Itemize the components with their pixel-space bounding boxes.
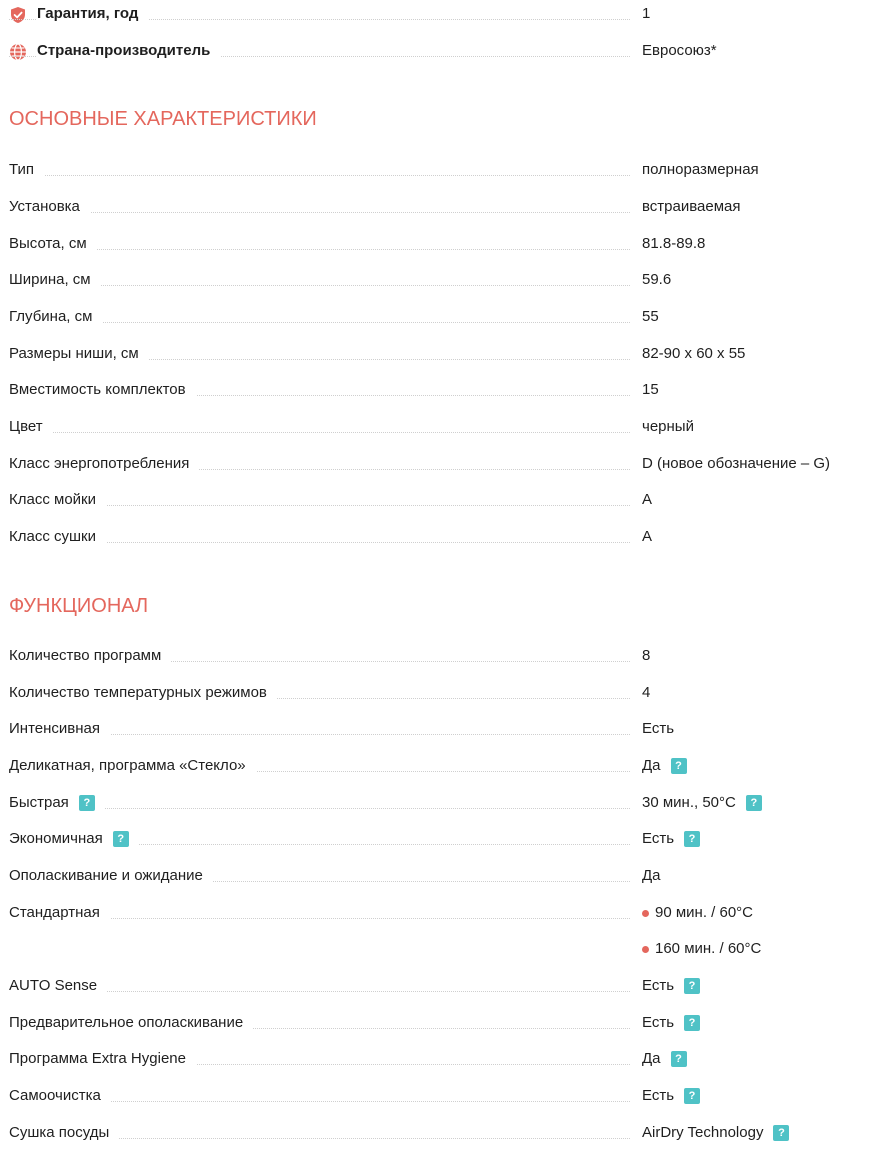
help-button[interactable]: ? bbox=[746, 795, 762, 811]
spec-label: Класс сушки bbox=[9, 526, 106, 548]
spec-label: Деликатная, программа «Стекло» bbox=[9, 755, 256, 777]
spec-label: Стандартная bbox=[9, 902, 110, 924]
spec-row-warranty bbox=[0, 3, 871, 27]
spec-value: A bbox=[642, 528, 653, 545]
leader-dots bbox=[9, 249, 630, 250]
help-button[interactable]: ? bbox=[684, 978, 700, 994]
spec-label-text: Быстрая bbox=[9, 794, 69, 811]
spec-row bbox=[0, 718, 871, 742]
spec-row bbox=[0, 453, 871, 477]
spec-value: 4 bbox=[642, 684, 651, 701]
bullet-dot bbox=[642, 910, 649, 917]
help-button[interactable]: ? bbox=[684, 1088, 700, 1104]
spec-label: Ополаскивание и ожидание bbox=[9, 865, 213, 887]
spec-value bbox=[642, 938, 761, 960]
spec-label: Страна-производитель bbox=[37, 40, 220, 62]
spec-row bbox=[0, 489, 871, 513]
spec-label: Размеры ниши, см bbox=[9, 343, 149, 365]
spec-value-text: 160 мин. / 60°C bbox=[655, 940, 762, 957]
help-button[interactable]: ? bbox=[773, 1125, 789, 1141]
spec-value bbox=[642, 1012, 700, 1034]
spec-value-text: 30 мин., 50°C bbox=[642, 794, 736, 811]
spec-label: AUTO Sense bbox=[9, 975, 107, 997]
spec-label bbox=[9, 828, 139, 850]
shield-check-icon bbox=[9, 6, 27, 24]
spec-label: Количество программ bbox=[9, 645, 171, 667]
spec-value: D (новое обозначение – G) bbox=[642, 455, 831, 472]
bullet-dot bbox=[642, 946, 649, 953]
leader-dots bbox=[9, 432, 630, 433]
spec-value-text: Есть bbox=[642, 1014, 675, 1031]
spec-value bbox=[642, 902, 753, 924]
spec-value-text: Да bbox=[642, 757, 661, 774]
spec-row bbox=[0, 645, 871, 669]
spec-value: 15 bbox=[642, 381, 659, 398]
spec-label: Класс энергопотребления bbox=[9, 453, 199, 475]
spec-value: 59.6 bbox=[642, 271, 672, 288]
help-button[interactable]: ? bbox=[671, 758, 687, 774]
spec-value bbox=[642, 828, 700, 850]
spec-value: 55 bbox=[642, 308, 659, 325]
spec-value: Есть bbox=[642, 720, 675, 737]
spec-label: Гарантия, год bbox=[37, 3, 148, 25]
spec-row bbox=[0, 233, 871, 257]
spec-value-text: AirDry Technology bbox=[642, 1124, 764, 1141]
spec-row bbox=[0, 306, 871, 330]
spec-label: Глубина, см bbox=[9, 306, 102, 328]
spec-value bbox=[642, 1048, 687, 1070]
spec-label: Высота, см bbox=[9, 233, 97, 255]
spec-value: Евросоюз* bbox=[642, 42, 717, 59]
section-title-main: ОСНОВНЫЕ ХАРАКТЕРИСТИКИ bbox=[9, 108, 317, 130]
spec-label: Ширина, см bbox=[9, 269, 101, 291]
spec-value: Да bbox=[642, 867, 661, 884]
spec-value bbox=[642, 755, 687, 777]
spec-value: 82-90 x 60 x 55 bbox=[642, 345, 746, 362]
spec-value: 81.8-89.8 bbox=[642, 235, 706, 252]
spec-label: Сушка посуды bbox=[9, 1122, 119, 1144]
spec-value: полноразмерная bbox=[642, 161, 759, 178]
spec-row bbox=[0, 1122, 871, 1146]
spec-value-text: Есть bbox=[642, 977, 675, 994]
spec-label bbox=[9, 792, 105, 814]
spec-label-text: Экономичная bbox=[9, 830, 103, 847]
spec-row bbox=[0, 196, 871, 220]
spec-row-country bbox=[0, 40, 871, 64]
spec-value: 8 bbox=[642, 647, 651, 664]
spec-row bbox=[0, 1012, 871, 1036]
leader-dots bbox=[9, 285, 630, 286]
spec-value-text: Есть bbox=[642, 830, 675, 847]
spec-row bbox=[0, 379, 871, 403]
spec-label: Самоочистка bbox=[9, 1085, 111, 1107]
spec-row bbox=[0, 269, 871, 293]
spec-row bbox=[0, 1048, 871, 1072]
help-button[interactable]: ? bbox=[684, 1015, 700, 1031]
spec-value bbox=[642, 1122, 789, 1144]
help-button[interactable]: ? bbox=[79, 795, 95, 811]
help-button[interactable]: ? bbox=[671, 1051, 687, 1067]
section-title-functional: ФУНКЦИОНАЛ bbox=[9, 595, 149, 617]
spec-row bbox=[0, 1085, 871, 1109]
spec-value: A bbox=[642, 491, 653, 508]
spec-label: Вместимость комплектов bbox=[9, 379, 196, 401]
spec-row-continuation bbox=[0, 938, 871, 962]
spec-value bbox=[642, 975, 700, 997]
spec-value bbox=[642, 792, 762, 814]
spec-row bbox=[0, 975, 871, 999]
spec-row bbox=[0, 526, 871, 550]
spec-value-text: 90 мин. / 60°C bbox=[655, 904, 754, 921]
spec-label: Класс мойки bbox=[9, 489, 106, 511]
spec-row bbox=[0, 828, 871, 852]
leader-dots bbox=[9, 212, 630, 213]
leader-dots bbox=[9, 175, 630, 176]
spec-label: Цвет bbox=[9, 416, 53, 438]
spec-value bbox=[642, 1085, 700, 1107]
spec-label: Программа Extra Hygiene bbox=[9, 1048, 196, 1070]
spec-label: Интенсивная bbox=[9, 718, 110, 740]
spec-row bbox=[0, 159, 871, 183]
spec-label: Установка bbox=[9, 196, 90, 218]
spec-value-text: Есть bbox=[642, 1087, 675, 1104]
spec-row bbox=[0, 755, 871, 779]
help-button[interactable]: ? bbox=[684, 831, 700, 847]
globe-icon bbox=[9, 43, 27, 61]
spec-label: Предварительное ополаскивание bbox=[9, 1012, 253, 1034]
spec-label: Тип bbox=[9, 159, 44, 181]
spec-row bbox=[0, 902, 871, 926]
help-button[interactable]: ? bbox=[113, 831, 129, 847]
spec-value: черный bbox=[642, 418, 694, 435]
spec-row bbox=[0, 416, 871, 440]
spec-label: Количество температурных режимов bbox=[9, 682, 277, 704]
spec-row bbox=[0, 343, 871, 367]
spec-row bbox=[0, 682, 871, 706]
spec-row bbox=[0, 865, 871, 889]
spec-row bbox=[0, 792, 871, 816]
spec-value: встраиваемая bbox=[642, 198, 741, 215]
spec-value-text: Да bbox=[642, 1050, 661, 1067]
spec-value: 1 bbox=[642, 5, 651, 22]
